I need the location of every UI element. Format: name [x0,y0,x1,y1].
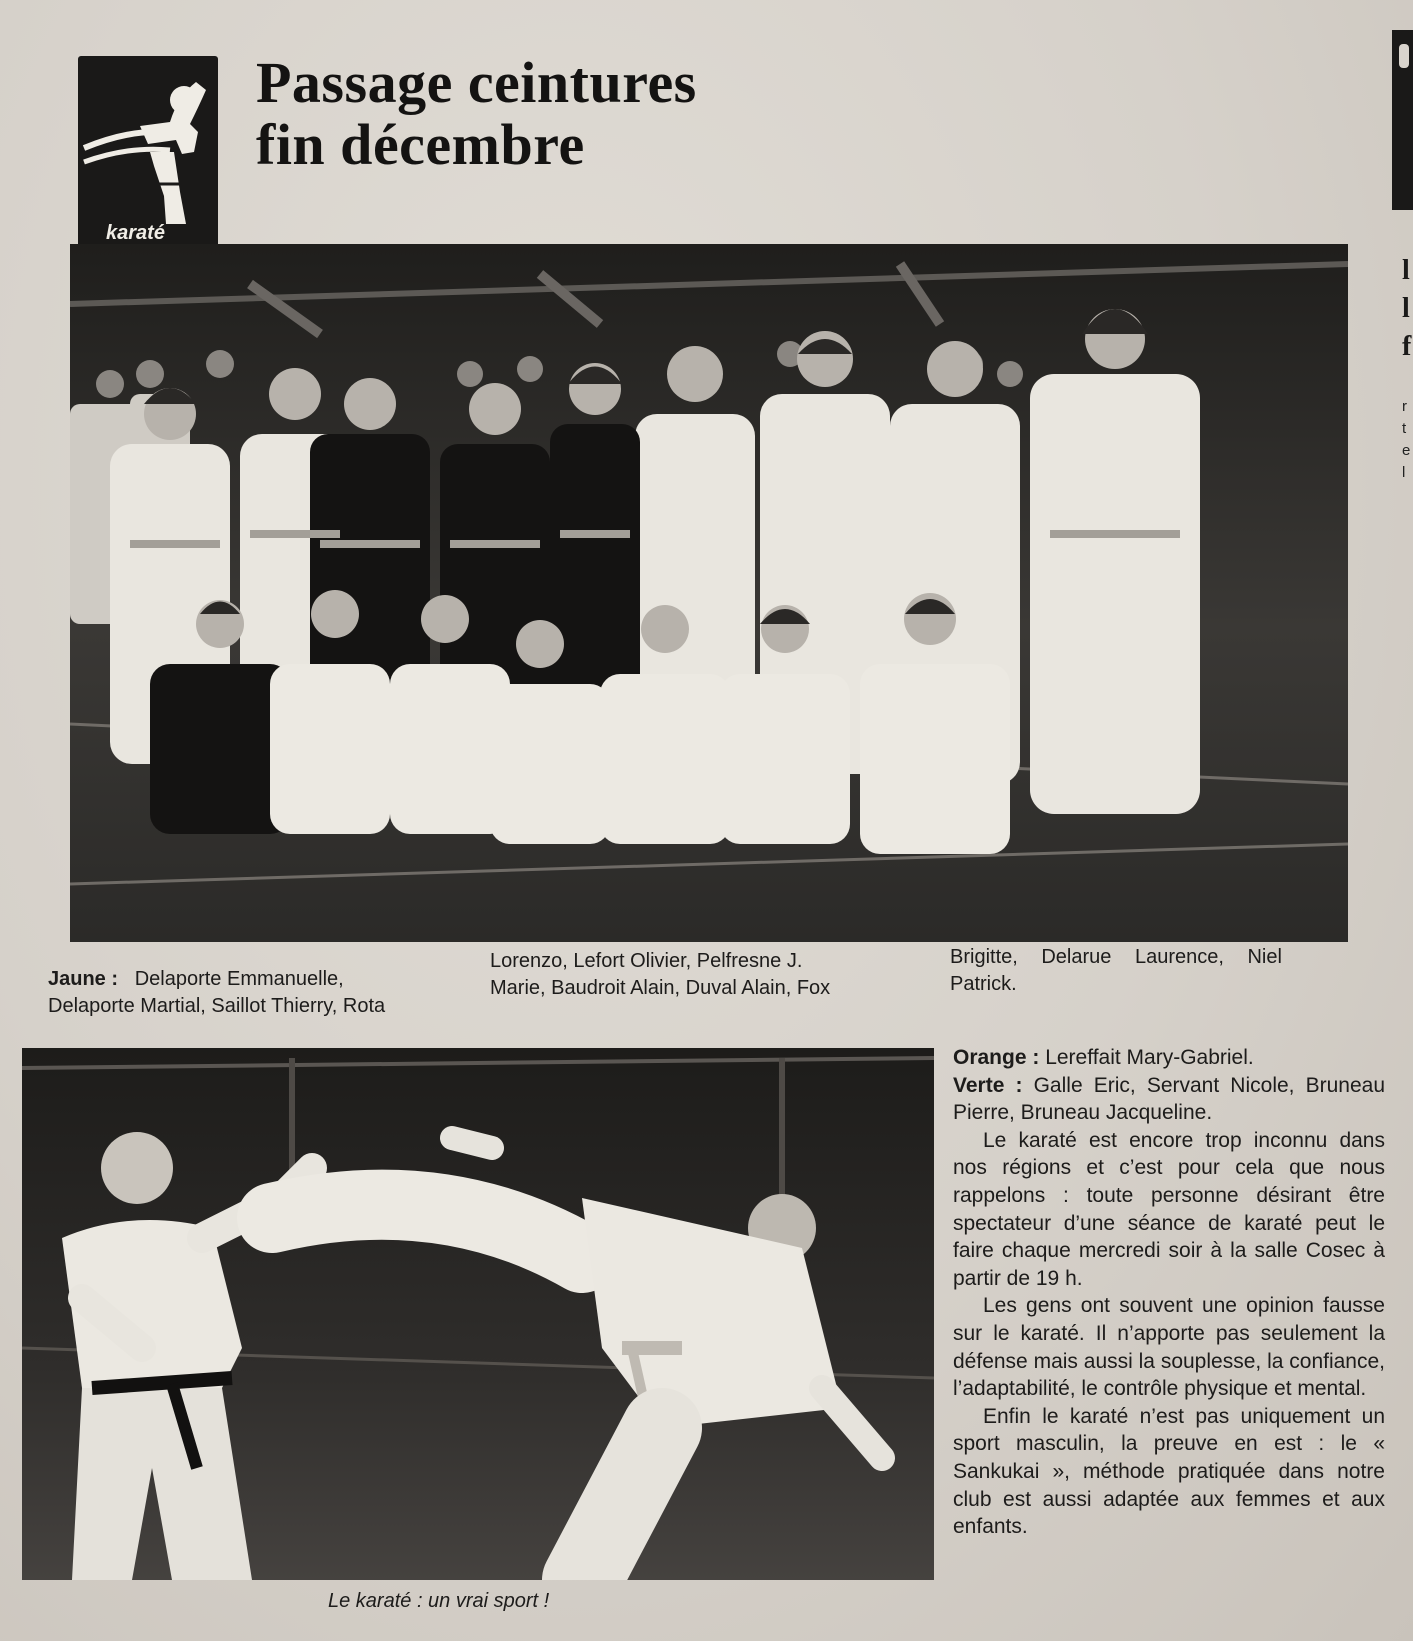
karate-logo [78,56,218,252]
list-text: Delaporte Emmanuelle, [134,968,344,990]
jaune-label: Jaune : [48,968,119,990]
adjacent-headline-fragment: l l f [1402,255,1412,362]
orange-label: Orange : [953,1046,1040,1069]
orange-names: Lereffait Mary-Gabriel. [1045,1046,1254,1069]
jaune-list-column-1 [48,966,454,1020]
headline-line-1: Passage ceintures [256,50,697,115]
group-photo-illustration [70,244,1348,942]
paragraph-1: Le karaté est encore trop inconnu dans nos régions et c’est pour cela que nous rappelons : toute personne désirant être spectateur d’une séance de karaté peut le faire chaque mercredi soir à la salle Cosec à partir de 19 h. [953,1128,1385,1290]
list-text: Delaporte Martial, Saillot Thierry, Rota [48,995,386,1017]
group-photo [70,244,1348,942]
article-body [953,1044,1385,1541]
paragraph-2: Les gens ont souvent une opinion fausse sur le karaté. Il n’apporte pas seulement la défense mais aussi la souplesse, la confiance, l’adaptabilité, le contrôle physique et mental. [953,1294,1385,1401]
photo-caption: Le karaté : un vrai sport ! [328,1590,550,1612]
list-text: Patrick. [950,973,1017,995]
verte-names: Galle Eric, Servant Nicole, Bruneau Pierre, Bruneau Jacqueline. [953,1073,1385,1125]
logo-label: karaté [106,222,165,244]
adjacent-text-fragment: r t e l [1402,398,1411,481]
list-text: Marie, Baudroit Alain, Duval Alain, Fox [490,977,831,999]
jaune-list-column-3 [950,944,1382,998]
paragraph-3: Enfin le karaté n’est pas uniquement un sport masculin, la preuve en est : le « Sankukai », méthode pratiquée dans notre club est aussi adaptée aux femmes et aux enfants. [953,1404,1385,1539]
demonstration-photo [22,1048,934,1580]
article-headline [256,52,856,176]
list-text: Lorenzo, Lefort Olivier, Pelfresne J. [490,950,803,972]
headline-line-2: fin décembre [256,112,585,177]
list-text: Brigitte, Delarue Laurence, Niel [950,946,1282,968]
jaune-list-column-2 [490,948,908,1002]
adjacent-logo-detail [1399,44,1409,68]
verte-label: Verte : [953,1073,1023,1097]
demonstration-photo-illustration [22,1048,934,1580]
